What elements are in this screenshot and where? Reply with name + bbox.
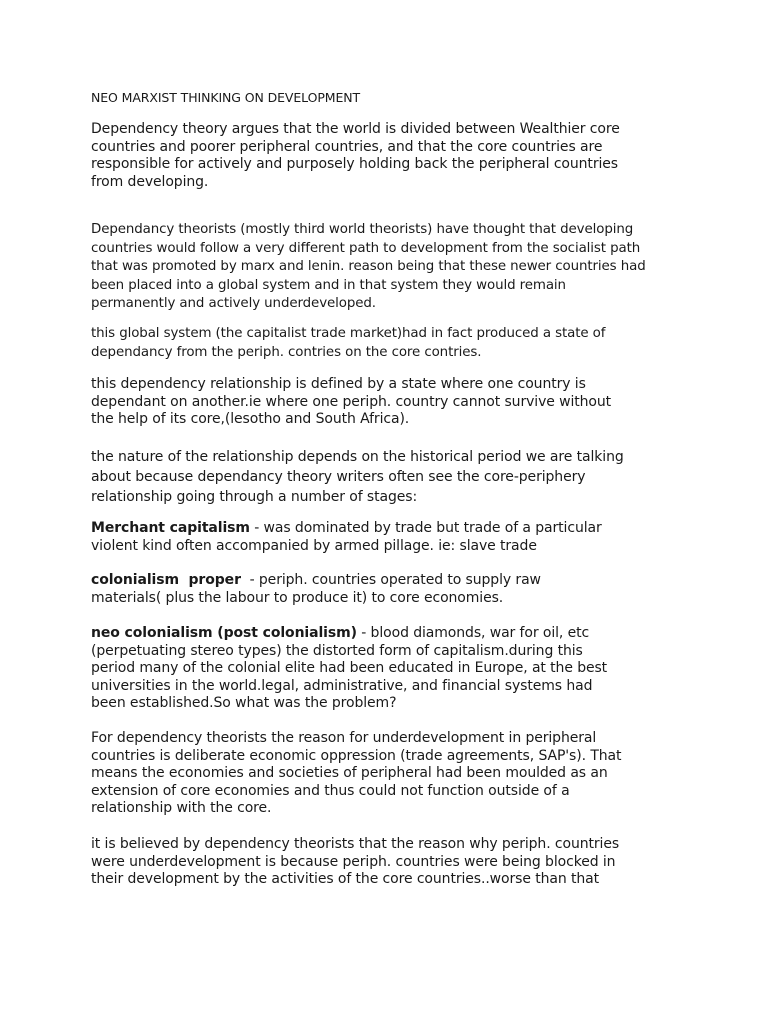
paragraph-line: been established.So what was the problem? <box>91 695 397 711</box>
paragraph-underdevelopment-reason <box>91 730 691 818</box>
paragraph-line: relationship going through a number of stages: <box>91 489 418 505</box>
paragraph-line: (perpetuating stereo types) the distorted form of capitalism.during this <box>91 642 583 659</box>
paragraph-line: it is believed by dependency theorists that the reason why periph. countries <box>91 836 620 852</box>
paragraph-dependency-theory <box>91 121 691 191</box>
paragraph-line: Dependency theory argues that the world is divided between Wealthier core <box>91 121 620 137</box>
paragraph-line: countries and poorer peripheral countries, and that the core countries are <box>91 138 603 155</box>
paragraph-line: permanently and actively underdeveloped. <box>91 296 376 311</box>
paragraph-line: dependant on another.ie where one periph. country cannot survive without <box>91 393 612 410</box>
paragraph-merchant-capitalism <box>91 520 691 555</box>
paragraph-line: responsible for actively and purposely holding back the peripheral countries <box>91 156 618 172</box>
paragraph-colonialism-proper <box>91 572 691 607</box>
paragraph-line: from developing. <box>91 173 209 190</box>
paragraph-line: period many of the colonial elite had been educated in Europe, at the best <box>91 660 608 676</box>
term-merchant-capitalism: Merchant capitalism <box>91 520 250 536</box>
paragraph-line: been placed into a global system and in that system they would remain <box>91 277 566 293</box>
paragraph-line: were underdevelopment is because periph. countries were being blocked in <box>91 853 616 870</box>
paragraph-line: means the economies and societies of peripheral had been moulded as an <box>91 765 608 781</box>
paragraph-nature-of-relationship <box>91 447 691 507</box>
paragraph-line: materials( plus the labour to produce it) to core economies. <box>91 589 504 606</box>
paragraph-line: this global system (the capitalist trade market)had in fact produced a state of <box>91 326 606 341</box>
paragraph-global-system <box>91 325 691 362</box>
paragraph-line: that was promoted by marx and lenin. reason being that these newer countries had <box>91 259 646 274</box>
paragraph-core-blocking <box>91 836 691 889</box>
paragraph-line: universities in the world.legal, administrative, and financial systems had <box>91 677 593 694</box>
paragraph-line: about because dependancy theory writers often see the core-periphery <box>91 469 586 485</box>
paragraph-line: violent kind often accompanied by armed pillage. ie: slave trade <box>91 537 537 554</box>
term-colonialism-proper: colonialism proper <box>91 572 241 588</box>
paragraph-line: countries would follow a very different path to development from the socialist path <box>91 240 641 256</box>
term-neo-colonialism: neo colonialism (post colonialism) <box>91 625 357 641</box>
paragraph-line: the help of its core,(lesotho and South Africa). <box>91 411 410 427</box>
paragraph-line: relationship with the core. <box>91 800 272 816</box>
paragraph-line: their development by the activities of the core countries..worse than that <box>91 871 600 887</box>
paragraph-line: extension of core economies and thus could not function outside of a <box>91 782 570 799</box>
paragraph-line: Dependancy theorists (mostly third world theorists) have thought that developing <box>91 222 634 237</box>
paragraph-neo-colonialism <box>91 625 691 713</box>
paragraph-dependancy-theorists <box>91 221 691 314</box>
paragraph-line: countries is deliberate economic oppression (trade agreements, SAP's). That <box>91 747 622 764</box>
paragraph-line: this dependency relationship is defined by a state where one country is <box>91 376 586 392</box>
paragraph-line: dependancy from the periph. contries on the core contries. <box>91 344 482 360</box>
document-title: NEO MARXIST THINKING ON DEVELOPMENT <box>91 90 361 105</box>
paragraph-dependency-relationship <box>91 376 691 429</box>
paragraph-line: - blood diamonds, war for oil, etc <box>356 625 590 641</box>
paragraph-line: the nature of the relationship depends on the historical period we are talking <box>91 449 624 465</box>
paragraph-line: - was dominated by trade but trade of a particular <box>249 520 602 536</box>
paragraph-line: For dependency theorists the reason for underdevelopment in peripheral <box>91 730 597 746</box>
paragraph-line: - periph. countries operated to supply raw <box>240 572 541 588</box>
